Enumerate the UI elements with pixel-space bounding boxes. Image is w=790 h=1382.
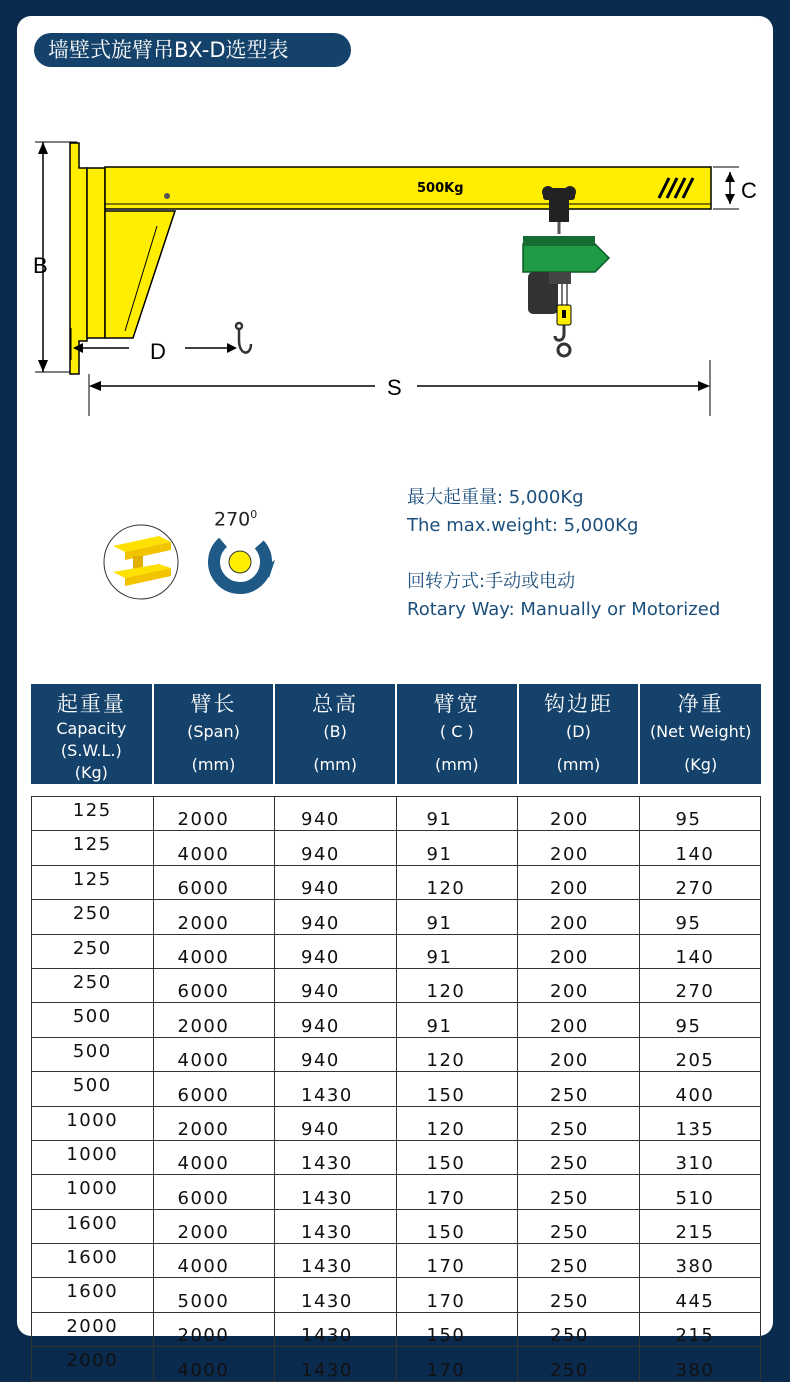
table-cell: 1000 (32, 1175, 154, 1209)
table-cell: 6000 (153, 865, 275, 899)
wall-bracket (70, 143, 87, 374)
table-cell: 205 (639, 1037, 761, 1071)
table-cell: 1430 (275, 1312, 397, 1346)
table-cell: 1430 (275, 1244, 397, 1278)
table-cell: 310 (639, 1140, 761, 1174)
table-cell: 4000 (153, 1347, 275, 1381)
table-row (32, 968, 761, 1002)
table-cell: 120 (396, 1106, 518, 1140)
table-cell: 4000 (153, 1244, 275, 1278)
table-cell: 150 (396, 1140, 518, 1174)
table-cell: 170 (396, 1347, 518, 1381)
table-cell: 125 (32, 831, 154, 865)
table-cell: 2000 (32, 1347, 154, 1381)
table-cell: 1430 (275, 1209, 397, 1243)
table-cell: 95 (639, 797, 761, 831)
table-cell: 125 (32, 865, 154, 899)
table-cell: 200 (518, 831, 640, 865)
i-beam-icon (104, 525, 178, 599)
table-cell: 2000 (153, 1312, 275, 1346)
hook-icon (236, 323, 251, 353)
table-cell: 250 (32, 900, 154, 934)
table-cell: 91 (396, 831, 518, 865)
table-row (32, 1244, 761, 1278)
table-cell: 170 (396, 1278, 518, 1312)
table-cell: 4000 (153, 831, 275, 865)
electric-hoist-icon (523, 186, 609, 356)
content-card (17, 16, 773, 1381)
table-cell: 200 (518, 1003, 640, 1037)
table-cell: 150 (396, 1072, 518, 1106)
table-row (32, 831, 761, 865)
table-row (32, 1140, 761, 1174)
table-cell: 125 (32, 797, 154, 831)
table-cell: 1430 (275, 1072, 397, 1106)
spec-table-header (31, 684, 761, 784)
table-cell: 1600 (32, 1244, 154, 1278)
table-cell: 4000 (153, 934, 275, 968)
page-title: 墙壁式旋臂吊BX-D选型表 (34, 33, 351, 67)
table-row (32, 1106, 761, 1140)
table-cell: 250 (518, 1140, 640, 1174)
table-cell: 200 (518, 934, 640, 968)
table-cell: 270 (639, 968, 761, 1002)
header-capacity: 起重量 Capacity (S.W.L.) (Kg) (31, 684, 153, 784)
label-c: C (741, 178, 757, 203)
table-cell: 270 (639, 865, 761, 899)
table-cell: 200 (518, 865, 640, 899)
table-cell: 1600 (32, 1209, 154, 1243)
table-cell: 445 (639, 1278, 761, 1312)
arrow-icon (725, 172, 735, 182)
table-cell: 4000 (153, 1037, 275, 1071)
table-cell: 170 (396, 1244, 518, 1278)
table-cell: 2000 (153, 900, 275, 934)
table-cell: 250 (32, 968, 154, 1002)
table-cell: 500 (32, 1003, 154, 1037)
table-cell: 250 (518, 1209, 640, 1243)
table-cell: 2000 (32, 1312, 154, 1346)
table-cell: 215 (639, 1312, 761, 1346)
table-cell: 120 (396, 968, 518, 1002)
table-row (32, 1278, 761, 1312)
table-cell: 200 (518, 900, 640, 934)
rotation-degree-label: $270^0$ (214, 508, 258, 531)
bolt-icon (164, 193, 170, 199)
table-cell: 250 (518, 1244, 640, 1278)
header-hook-distance: 钩边距 (D) (mm) (518, 684, 640, 784)
table-row (32, 1347, 761, 1381)
arrow-icon (227, 343, 237, 353)
boom-arm (105, 167, 711, 209)
table-cell: 120 (396, 1037, 518, 1071)
table-cell: 135 (639, 1106, 761, 1140)
table-row (32, 865, 761, 899)
spec-table (31, 796, 761, 1382)
table-cell: 940 (275, 797, 397, 831)
header-net-weight: 净重 (Net Weight) (Kg) (639, 684, 761, 784)
table-cell: 2000 (153, 1106, 275, 1140)
table-cell: 940 (275, 1037, 397, 1071)
table-cell: 380 (639, 1347, 761, 1381)
table-row (32, 900, 761, 934)
table-row (32, 1072, 761, 1106)
table-cell: 2000 (153, 1209, 275, 1243)
table-cell: 6000 (153, 1072, 275, 1106)
table-row (32, 934, 761, 968)
beam-capacity-label: 500Kg (417, 181, 464, 196)
header-span: 臂长 (Span) (mm) (153, 684, 275, 784)
table-cell: 5000 (153, 1278, 275, 1312)
table-cell: 95 (639, 900, 761, 934)
label-b: B (33, 253, 48, 278)
table-cell: 250 (518, 1175, 640, 1209)
arrow-icon (725, 194, 735, 204)
table-row (32, 1003, 761, 1037)
table-row (32, 1037, 761, 1071)
table-cell: 500 (32, 1072, 154, 1106)
table-cell: 250 (518, 1312, 640, 1346)
table-cell: 500 (32, 1037, 154, 1071)
table-row (32, 1175, 761, 1209)
header-height: 总高 (B) (mm) (274, 684, 396, 784)
max-weight-cn: 最大起重量: 5,000Kg (407, 487, 584, 508)
spec-info (407, 484, 720, 624)
table-cell: 1430 (275, 1175, 397, 1209)
table-cell: 250 (32, 934, 154, 968)
table-cell: 940 (275, 900, 397, 934)
max-weight-en: The max.weight: 5,000Kg (407, 515, 639, 536)
rotation-icon (203, 525, 276, 598)
arrow-icon (89, 381, 101, 391)
table-cell: 940 (275, 831, 397, 865)
table-cell: 6000 (153, 1175, 275, 1209)
table-cell: 250 (518, 1347, 640, 1381)
table-cell: 4000 (153, 1140, 275, 1174)
table-cell: 1430 (275, 1278, 397, 1312)
header-arm-width: 臂宽 ( C ) (mm) (396, 684, 518, 784)
table-cell: 1430 (275, 1347, 397, 1381)
table-cell: 250 (518, 1278, 640, 1312)
table-cell: 940 (275, 1003, 397, 1037)
table-cell: 380 (639, 1244, 761, 1278)
table-cell: 120 (396, 865, 518, 899)
table-cell: 91 (396, 900, 518, 934)
table-cell: 200 (518, 797, 640, 831)
table-cell: 250 (518, 1106, 640, 1140)
arrow-icon (38, 360, 48, 372)
mast (87, 168, 105, 338)
table-cell: 91 (396, 797, 518, 831)
label-d: D (150, 339, 166, 364)
table-cell: 940 (275, 968, 397, 1002)
support-strut (105, 211, 175, 338)
table-cell: 1000 (32, 1140, 154, 1174)
table-cell: 200 (518, 968, 640, 1002)
arrow-icon (38, 142, 48, 154)
table-row (32, 1312, 761, 1346)
table-cell: 940 (275, 865, 397, 899)
table-cell: 150 (396, 1209, 518, 1243)
table-cell: 200 (518, 1037, 640, 1071)
rotary-way-cn: 回转方式:手动或电动 (407, 571, 576, 592)
table-row (32, 797, 761, 831)
table-cell: 510 (639, 1175, 761, 1209)
label-s: S (387, 375, 402, 400)
table-cell: 1600 (32, 1278, 154, 1312)
table-row (32, 1209, 761, 1243)
table-cell: 1430 (275, 1140, 397, 1174)
table-cell: 2000 (153, 797, 275, 831)
crane-diagram (17, 116, 773, 416)
table-cell: 2000 (153, 1003, 275, 1037)
table-cell: 940 (275, 934, 397, 968)
table-cell: 170 (396, 1175, 518, 1209)
table-cell: 95 (639, 1003, 761, 1037)
table-cell: 1000 (32, 1106, 154, 1140)
table-cell: 91 (396, 1003, 518, 1037)
table-cell: 215 (639, 1209, 761, 1243)
table-cell: 140 (639, 934, 761, 968)
table-cell: 400 (639, 1072, 761, 1106)
table-cell: 940 (275, 1106, 397, 1140)
table-cell: 250 (518, 1072, 640, 1106)
table-cell: 140 (639, 831, 761, 865)
arrow-icon (698, 381, 710, 391)
table-cell: 91 (396, 934, 518, 968)
table-cell: 6000 (153, 968, 275, 1002)
table-cell: 150 (396, 1312, 518, 1346)
rotary-way-en: Rotary Way: Manually or Motorized (407, 599, 721, 620)
